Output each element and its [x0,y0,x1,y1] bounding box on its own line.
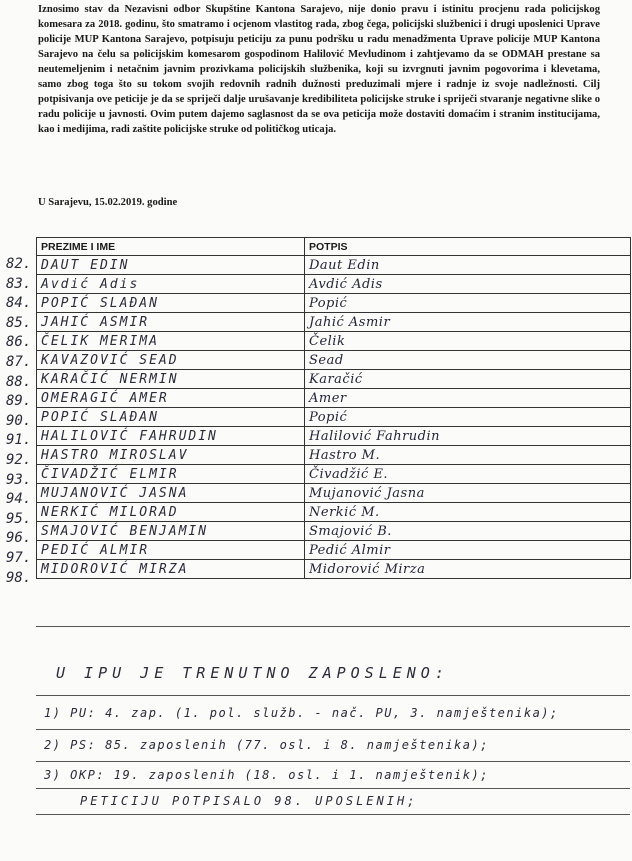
table-row [37,351,631,370]
row-name: PEDIĆ ALMIR [37,541,305,560]
row-signature: Nerkić M. [305,503,631,522]
row-name: DAUT EDIN [37,256,305,275]
row-number: 91. [6,432,32,449]
header-signature: POTPIS [305,238,631,256]
table-row [37,427,631,446]
intro-paragraph: Iznosimo stav da Nezavisni odbor Skupštine Kantona Sarajevo, nije donio pravu i istinitu procjenu rada policijskog komesara za 2018. godinu, što smatramo i ocjenom vlastitog rada, zbog čega, policijski službenici i drugi uposlenici Uprave policije MUP Kantona Sarajevo, potpisuju peticiju za punu podršku u radu menadžmenta Uprave policije MUP Kantona Sarajevo na čelu sa policijskim komesarom gospodinom Halilović Mevludinom i zahtjevamo da se ODMAH prestane sa neutemeljenim i netačnim javnim prozivkama policijskih službenika, koji su izvrgnuti javnim pogovorima i klevetama, samo zbog toga što su tokom svojih redovnih radnih dužnosti preduzimali mjere i radnje iz svoje nadležnosti. Cilj potpisivanja ove peticije je da se spriječi dalje urušavanje kredibiliteta policijske struke i spriječi stvaranje negativne slike o radu policije u javnosti. Ovim putem dajemo saglasnost da se ova peticija može dostaviti domaćim i stranim institucijama, kao i medijima, radi zaštite policijske struke od političkog uticaja. [38,4,600,135]
signature-table [36,237,631,579]
row-number: 88. [6,373,32,390]
place-date: U Sarajevu, 15.02.2019. godine [38,197,178,208]
row-signature: Sead [305,351,631,370]
row-name: ČELIK MERIMA [37,332,305,351]
row-number: 84. [6,295,32,312]
header-name: PREZIME I IME [37,238,305,256]
note-heading: U IPU JE TRENUTNO ZAPOSLENO: [56,664,449,682]
table-row [37,256,631,275]
row-signature: Hastro M. [305,446,631,465]
row-number: 98. [6,569,32,586]
row-name: MUJANOVIĆ JASNA [37,484,305,503]
note-line [36,729,630,730]
row-signature: Amer [305,389,631,408]
table-row [37,313,631,332]
row-name: MIDOROVIĆ MIRZA [37,560,305,579]
row-signature: Popić [305,294,631,313]
row-signature: Smajović B. [305,522,631,541]
row-number: 90. [6,412,32,429]
table-row [37,332,631,351]
note-line [36,695,630,696]
row-name: Avdić Adis [37,275,305,294]
row-signature: Halilović Fahrudin [305,427,631,446]
note-line-3: 3) OKP: 19. zaposlenih (18. osl. i 1. namještenik); [44,768,489,782]
row-name: SMAJOVIĆ BENJAMIN [37,522,305,541]
table-row [37,484,631,503]
table-row [37,370,631,389]
petition-intro [38,2,600,137]
row-number: 92. [6,452,32,468]
note-line-4: PETICIJU POTPISALO 98. UPOSLENIH; [80,794,418,808]
note-line [36,788,630,789]
note-line [36,761,630,762]
row-name: KARAČIĆ NERMIN [37,370,305,389]
row-number: 93. [6,471,32,488]
table-row [37,275,631,294]
row-name: POPIĆ SLAĐAN [37,294,305,313]
row-number: 94. [6,491,32,508]
table-header-row [37,238,631,256]
separator-line [36,626,630,627]
row-name: HALILOVIĆ FAHRUDIN [37,427,305,446]
row-signature: Čivadžić E. [305,465,631,484]
row-signature: Pedić Almir [305,541,631,560]
table-row [37,541,631,560]
table-row [37,294,631,313]
note-line [36,814,630,815]
row-signature: Midorović Mirza [305,560,631,579]
row-name: ČIVADŽIĆ ELMIR [37,465,305,484]
row-name: HASTRO MIROSLAV [37,446,305,465]
row-number: 89. [6,393,32,410]
row-name: OMERAGIĆ AMER [37,389,305,408]
table-row [37,389,631,408]
row-number: 85. [6,314,32,331]
row-number: 82. [6,256,32,272]
table-row [37,465,631,484]
row-name: NERKIĆ MILORAD [37,503,305,522]
row-signature: Karačić [305,370,631,389]
row-signature: Popić [305,408,631,427]
table-row [37,503,631,522]
row-number: 87. [6,354,32,370]
note-line-2: 2) PS: 85. zaposlenih (77. osl. i 8. namještenika); [44,738,489,752]
row-number: 83. [6,275,32,292]
table-row [37,408,631,427]
row-name: KAVAZOVIĆ SEAD [37,351,305,370]
table-row [37,446,631,465]
row-signature: Daut Edin [305,256,631,275]
row-signature: Avdić Adis [305,275,631,294]
row-signature: Jahić Asmir [305,313,631,332]
row-number: 95. [6,510,32,527]
row-name: JAHIĆ ASMIR [37,313,305,332]
row-name: POPIĆ SLAĐAN [37,408,305,427]
row-number: 86. [6,334,32,351]
row-signature: Čelik [305,332,631,351]
table-row [37,560,631,579]
table-row [37,522,631,541]
row-number: 97. [6,550,32,566]
note-line-1: 1) PU: 4. zap. (1. pol. služb. - nač. PU, 3. namještenika); [44,706,559,720]
row-number: 96. [6,530,32,547]
row-signature: Mujanović Jasna [305,484,631,503]
